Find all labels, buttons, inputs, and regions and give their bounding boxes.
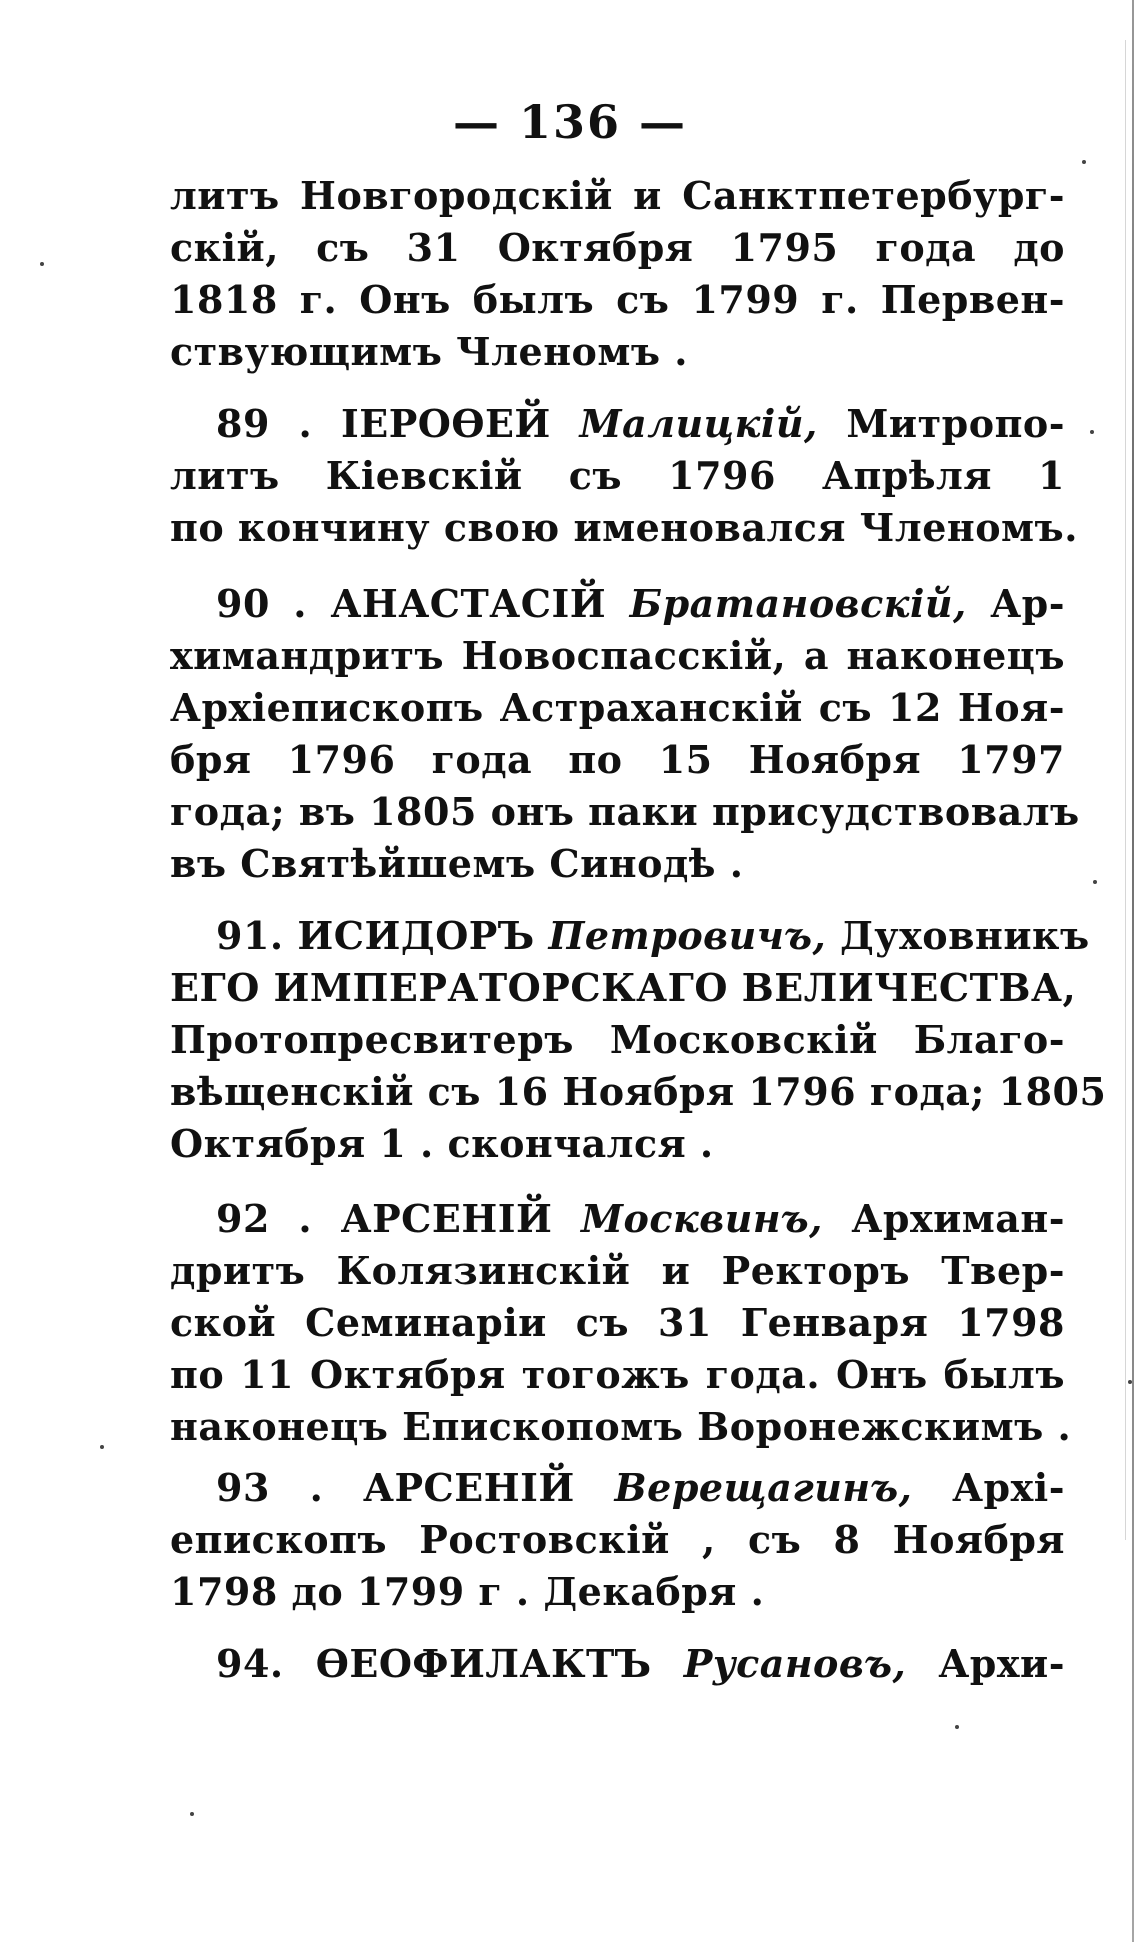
entry-name: ІЕРОѲЕЙ	[340, 401, 551, 446]
text-line: бря 1796 года по 15 Ноября 1797	[170, 737, 1065, 782]
text-line: Протопресвитеръ Московскій Благо-	[170, 1017, 1065, 1062]
entry-surname: Москвинъ,	[580, 1196, 823, 1241]
entry-89	[170, 398, 1078, 554]
entry-title-start: Духовникъ	[840, 913, 1090, 958]
entry-number: 90 .	[216, 581, 308, 626]
entry-number: 91.	[216, 913, 284, 958]
scan-speck	[1093, 880, 1097, 884]
text-line: литъ Кіевскій съ 1796 Апрѣля 1	[170, 453, 1065, 498]
scan-speck	[955, 1725, 959, 1729]
entry-name: АНАСТАСІЙ	[330, 581, 607, 626]
entry-title-start: Архи-	[938, 1641, 1065, 1686]
entry-name: ИСИДОРЪ	[297, 913, 535, 958]
entry-number: 93 .	[216, 1465, 324, 1510]
text-line: ЕГО ИМПЕРАТОРСКАГО ВЕЛИЧЕСТВА,	[170, 965, 1077, 1010]
entry-heading-line	[170, 578, 1065, 630]
entry-surname: Малицкій,	[579, 401, 818, 446]
text-line: Архіепископъ Астраханскій съ 12 Ноя-	[170, 685, 1065, 730]
scan-speck	[100, 1445, 104, 1449]
entry-number: 92 .	[216, 1196, 313, 1241]
entry-number: 89 .	[216, 401, 313, 446]
text-line: дритъ Колязинскій и Ректоръ Твер-	[170, 1248, 1065, 1293]
page-edge-shadow	[1132, 0, 1134, 1942]
entry-name: АРСЕНІЙ	[363, 1465, 575, 1510]
entry-title-start: Архиман-	[851, 1196, 1065, 1241]
text-line: въ Святѣйшемъ Синодѣ .	[170, 841, 744, 886]
text-line: года; въ 1805 онъ паки присудствовалъ	[170, 789, 1080, 834]
entry-surname: Верещагинъ,	[614, 1465, 913, 1510]
entry-number: 94.	[216, 1641, 284, 1686]
entry-91	[170, 910, 1107, 1170]
scan-speck	[40, 262, 44, 266]
entry-90	[170, 578, 1080, 890]
text-line: ствующимъ Членомъ .	[170, 329, 689, 374]
text-line: вѣщенскій съ 16 Ноября 1796 года; 1805	[170, 1069, 1107, 1114]
entry-name: АРСЕНІЙ	[340, 1196, 553, 1241]
scan-speck	[190, 1812, 194, 1816]
text-line: Октября 1 . скончался .	[170, 1121, 714, 1166]
scan-speck	[1128, 1380, 1132, 1384]
entry-name: ѲЕОФИЛАКТЪ	[315, 1641, 652, 1686]
paragraph-continuation	[170, 170, 1065, 378]
text-line: скій, съ 31 Октября 1795 года до	[170, 225, 1065, 270]
entry-heading-line	[170, 1462, 1065, 1514]
scan-speck	[1082, 160, 1086, 164]
text-line: по 11 Октября тогожъ года. Онъ былъ	[170, 1352, 1065, 1397]
text-line: наконецъ Епископомъ Воронежскимъ .	[170, 1404, 1072, 1449]
entry-surname: Братановскій,	[629, 581, 967, 626]
text-line: 1818 г. Онъ былъ съ 1799 г. Первен-	[170, 277, 1065, 322]
entry-heading-line	[170, 1638, 1065, 1690]
entry-surname: Петровичъ,	[548, 913, 827, 958]
entry-surname: Русановъ,	[683, 1641, 907, 1686]
text-line: химандритъ Новоспасскій, а наконецъ	[170, 633, 1065, 678]
page-number: — 136 —	[452, 95, 688, 149]
entry-title-start: Ар-	[990, 581, 1066, 626]
text-line: ской Семинаріи съ 31 Генваря 1798	[170, 1300, 1065, 1345]
entry-heading-line	[170, 1193, 1065, 1245]
text-line: 1798 до 1799 г . Декабря .	[170, 1569, 765, 1614]
text-line: епископъ Ростовскій , съ 8 Ноября	[170, 1517, 1065, 1562]
text-line: литъ Новгородскій и Санктпетербург-	[170, 173, 1065, 218]
entry-93	[170, 1462, 1065, 1618]
entry-92	[170, 1193, 1072, 1453]
entry-title-start: Митропо-	[846, 401, 1065, 446]
entry-heading-line	[170, 910, 1090, 962]
entry-title-start: Архі-	[952, 1465, 1065, 1510]
entry-heading-line	[170, 398, 1065, 450]
text-line: по кончину свою именовался Членомъ.	[170, 505, 1078, 550]
scan-speck	[1090, 430, 1094, 434]
entry-94	[170, 1638, 1065, 1690]
page-edge-line	[1125, 40, 1126, 1540]
